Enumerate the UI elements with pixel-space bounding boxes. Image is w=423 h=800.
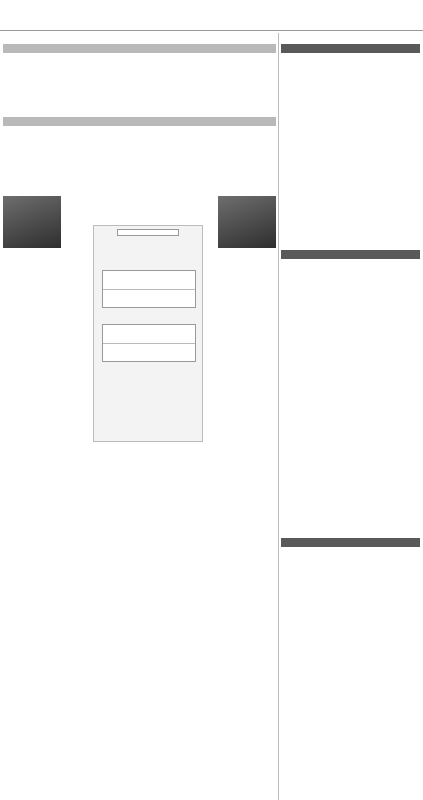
masthead <box>0 0 423 31</box>
column1-byline <box>281 44 420 53</box>
top-table-strip <box>3 44 276 53</box>
pitch-diagram-2 <box>102 324 196 362</box>
column2-byline <box>281 250 420 259</box>
column3-body-left <box>282 580 346 785</box>
goals-graphic <box>93 225 203 442</box>
goals-summary-box <box>117 229 179 236</box>
pitch-diagram-1 <box>102 270 196 308</box>
column3-body-right <box>350 580 418 785</box>
sidebar-note <box>148 623 210 627</box>
column-divider <box>278 33 279 800</box>
second-table-strip <box>3 117 276 126</box>
column1-body-left <box>282 86 348 216</box>
column2-body-left <box>282 292 346 517</box>
column2-body-right <box>350 292 418 517</box>
rivaldo-photo <box>218 196 276 248</box>
oliver-kahn-photo <box>3 196 61 248</box>
column1-body-right <box>352 86 418 186</box>
column3-byline <box>281 538 420 547</box>
